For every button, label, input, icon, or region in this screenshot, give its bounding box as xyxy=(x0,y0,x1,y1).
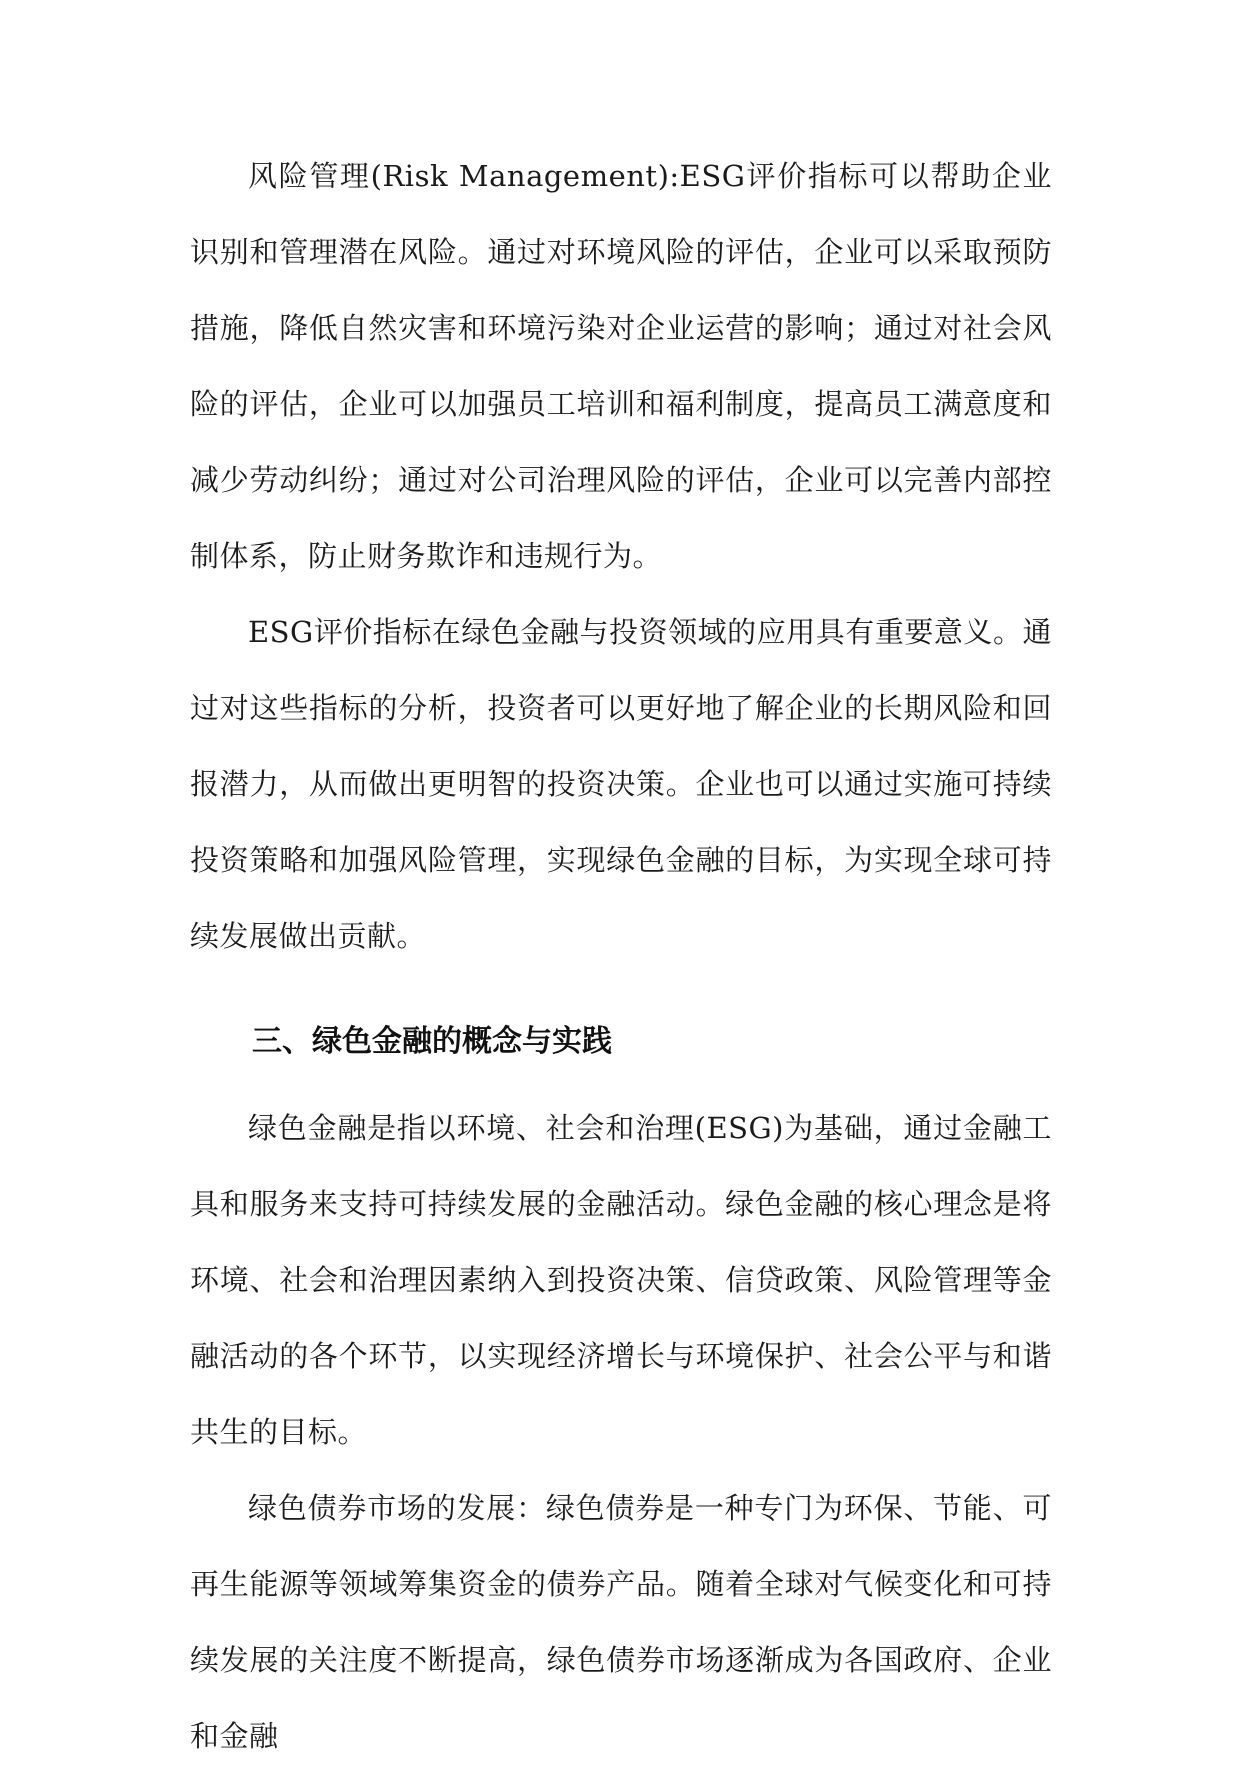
paragraph-risk-management: 风险管理(Risk Management):ESG评价指标可以帮助企业识别和管理潜在风险。通过对环境风险的评估，企业可以采取预防措施，降低自然灾害和环境污染对企业运营的影响；通过对社会风险的评估，企业可以加强员工培训和福利制度，提高员工满意度和减少劳动纠纷；通过对公司治理风险的评估，企业可以完善内部控制体系，防止财务欺诈和违规行为。 xyxy=(190,159,1052,573)
section-heading: 三、绿色金融的概念与实践 xyxy=(252,1024,612,1059)
paragraph-esg-significance: ESG评价指标在绿色金融与投资领域的应用具有重要意义。通过对这些指标的分析，投资者可以更好地了解企业的长期风险和回报潜力，从而做出更明智的投资决策。企业也可以通过实施可持续投资策略和加强风险管理，实现绿色金融的目标，为实现全球可持续发展做出贡献。 xyxy=(190,615,1052,953)
paragraph-green-finance-definition: 绿色金融是指以环境、社会和治理(ESG)为基础，通过金融工具和服务来支持可持续发展的金融活动。绿色金融的核心理念是将环境、社会和治理因素纳入到投资决策、信贷政策、风险管理等金融活动的各个环节，以实现经济增长与环境保护、社会公平与和谐共生的目标。 xyxy=(190,1111,1052,1449)
paragraph-green-bond-market: 绿色债券市场的发展：绿色债券是一种专门为环保、节能、可再生能源等领域筹集资金的债券产品。随着全球对气候变化和可持续发展的关注度不断提高，绿色债券市场逐渐成为各国政府、企业和金融 xyxy=(190,1491,1052,1753)
document-body xyxy=(190,138,1052,1774)
